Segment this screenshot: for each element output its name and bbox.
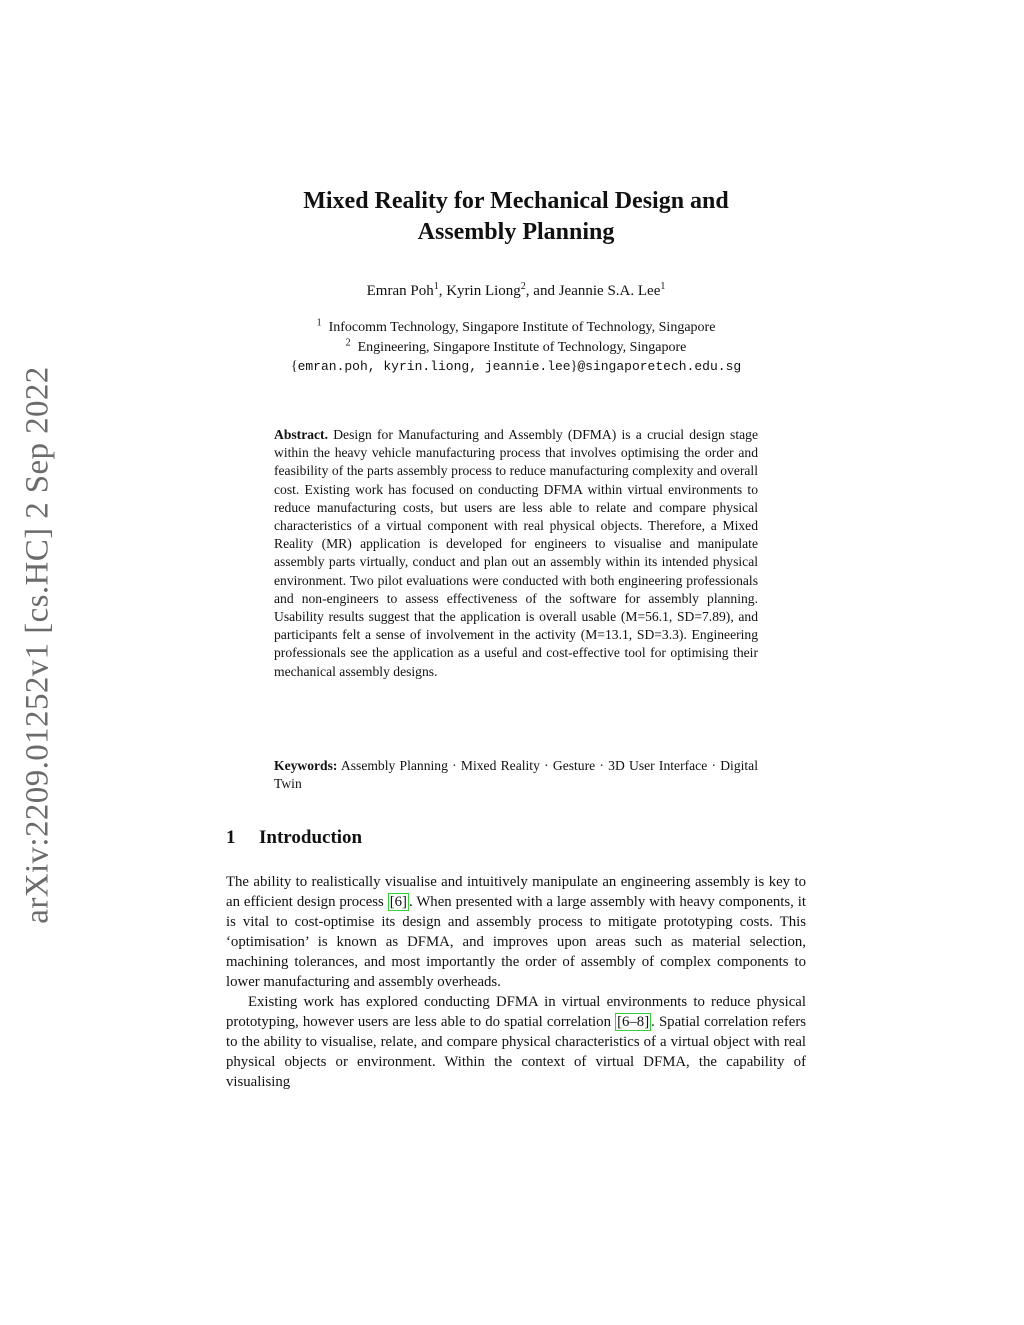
section-title: Introduction (259, 827, 363, 848)
paragraph-text: . When presented with a large assembly with heavy components, it is vital to cost-optimise its design and assembly process to mitigate prototyping costs. This ‘optimisation’ is known as DFMA, and improves upon areas such as material selection, machining tolerances, and most importantly the order of assembly of complex components to lower manufacturing and assembly overheads. (226, 894, 806, 990)
abstract (274, 426, 758, 681)
emails-brace-open: { (290, 359, 298, 374)
paragraph-text: Existing work has explored conducting DFMA in virtual environments to reduce physical prototyping, however users are less able to do spatial correlation (226, 994, 806, 1030)
email-users: emran.poh, kyrin.liong, jeannie.lee (297, 359, 571, 374)
abstract-text: Design for Manufacturing and Assembly (DFMA) is a crucial design stage within the heavy vehicle manufacturing process that involves optimising the order and feasibility of the parts assembly process to reduce manufacturing complexity and overall cost. Existing work has focused on conducting DFMA within virtual environments to reduce manufacturing costs, but users are less able to relate and compare physical characteristics of a virtual component with real physical objects. Therefore, a Mixed Reality (MR) application is developed for engineers to visualise and manipulate assembly parts virtually, conduct and plan out an assembly within its intended physical environment. Two pilot evaluations were conducted with both engineering professionals and non-engineers to assess effectiveness of the software for assembly planning. Usability results suggest that the application is overall usable (M=56.1, SD=7.89), and participants felt a sense of involvement in the activity (M=13.1, SD=3.3). Engineering professionals see the application as a useful and cost-effective tool for optimising their mechanical assembly designs. (274, 427, 758, 679)
author-separator: , and (525, 283, 559, 299)
affiliations (226, 318, 806, 377)
citation-link[interactable]: [6–8] (617, 1014, 650, 1030)
author-2: Kyrin Liong (446, 283, 521, 299)
body-text (226, 872, 806, 1092)
emails-brace-close: } (570, 359, 578, 374)
affiliation-2-mark: 2 (345, 336, 351, 348)
affiliation-2-text: Engineering, Singapore Institute of Technology, Singapore (357, 339, 687, 355)
arxiv-id: arXiv:2209.01252v1 [cs.HC] 2 Sep 2022 (19, 366, 56, 924)
paragraph-2 (226, 992, 806, 1092)
affiliation-1-mark: 1 (316, 317, 322, 329)
author-list (226, 283, 806, 300)
section-heading-introduction (226, 827, 362, 849)
keywords-text: Assembly Planning · Mixed Reality · Gesture · 3D User Interface · Digital Twin (274, 758, 758, 792)
author-1-affil: 1 (433, 281, 439, 292)
keywords-label: Keywords: (274, 758, 338, 773)
author-separator: , (438, 283, 447, 299)
author-1: Emran Poh (366, 283, 434, 299)
title-line-2: Assembly Planning (417, 219, 615, 245)
email-domain: @singaporetech.edu.sg (577, 359, 742, 374)
abstract-label: Abstract. (274, 427, 328, 442)
affiliation-1-text: Infocomm Technology, Singapore Institute of Technology, Singapore (328, 320, 716, 335)
citation-link[interactable]: [6] (389, 894, 407, 910)
affiliation-1 (226, 318, 806, 338)
paragraph-text: The ability to realistically visualise and intuitively manipulate an engineering assembly is key to an efficient design process (226, 874, 806, 910)
author-2-affil: 2 (520, 281, 526, 292)
arxiv-sidebar-stamp (14, 360, 62, 930)
author-emails (226, 357, 806, 377)
affiliation-2 (226, 338, 806, 358)
author-3: Jeannie S.A. Lee (558, 283, 661, 299)
section-number: 1 (226, 827, 236, 848)
keywords (274, 757, 758, 793)
title-line-1: Mixed Reality for Mechanical Design and (303, 188, 729, 214)
paragraph-text: . Spatial correlation refers to the ability to visualise, relate, and compare physical characteristics of a virtual object with real physical objects or environment. Within the context of virtual DFMA, the capability of visualising (226, 1014, 807, 1090)
paragraph-1 (226, 872, 806, 992)
author-3-affil: 1 (660, 281, 666, 292)
paper-title (226, 186, 806, 248)
